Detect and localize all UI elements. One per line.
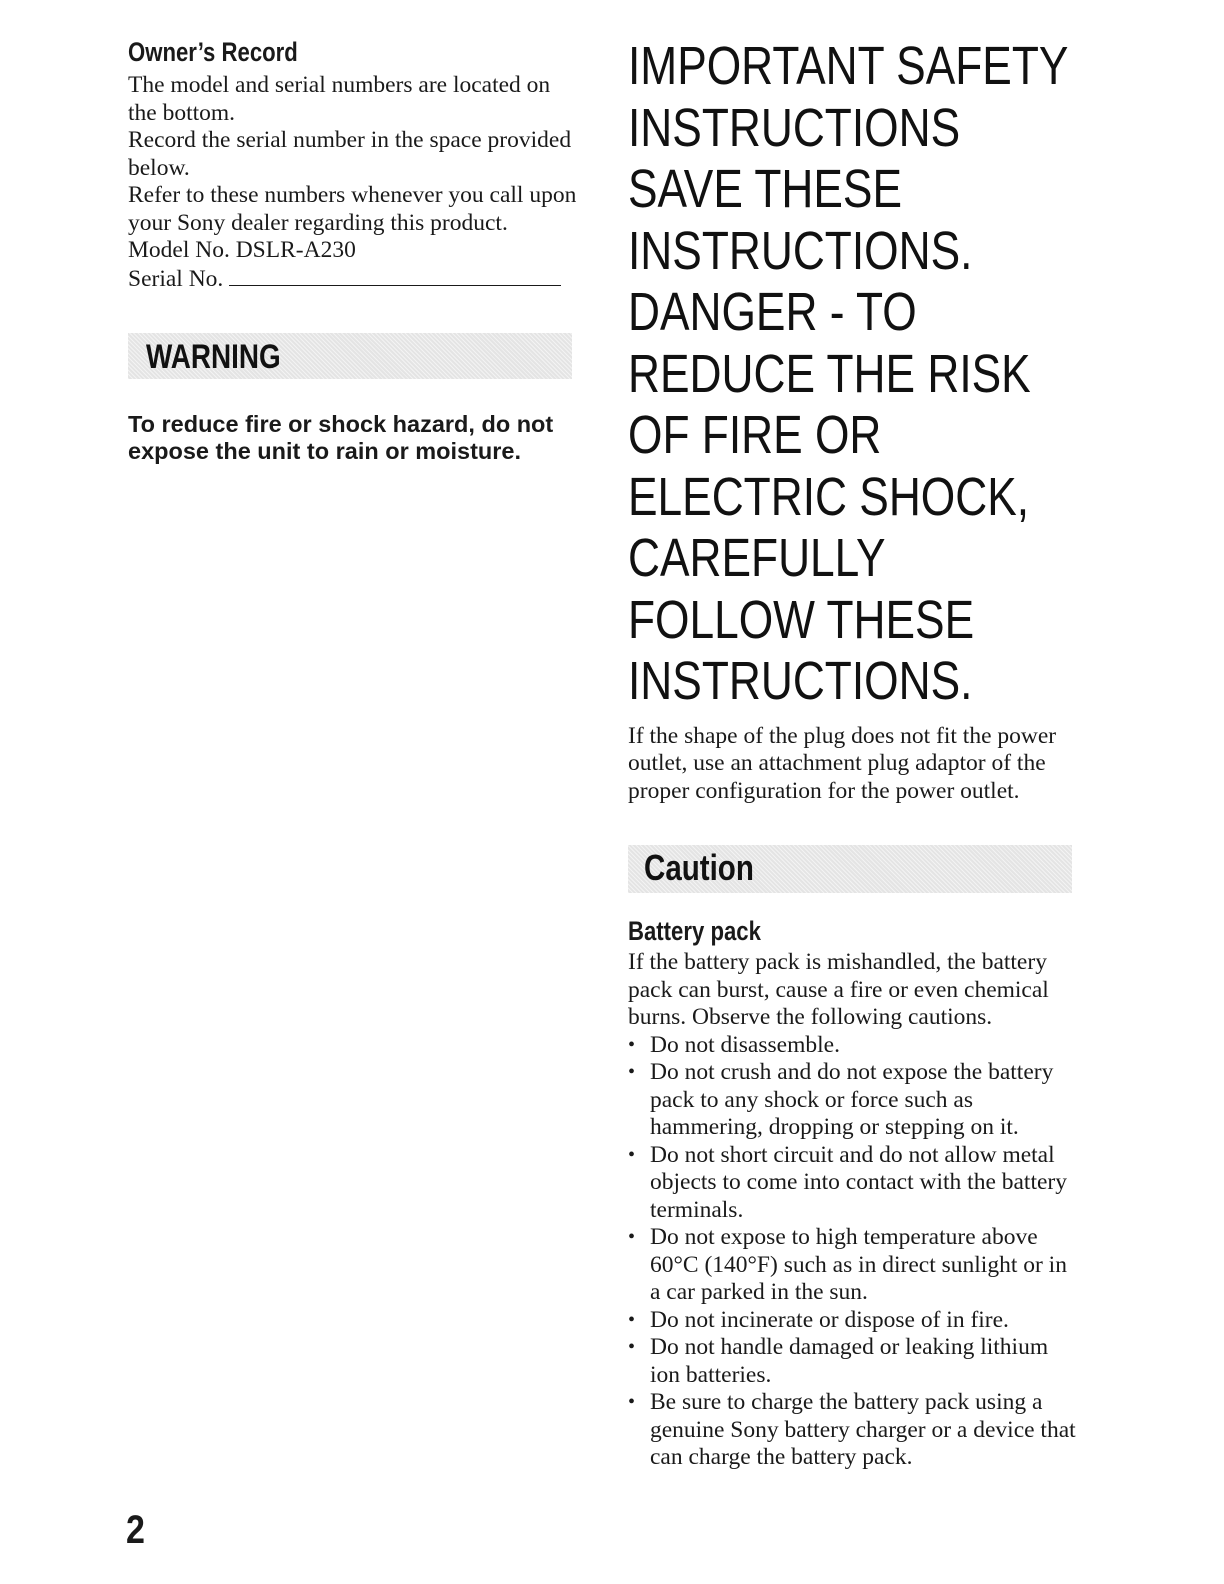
safety-heading-line: SAVE THESE bbox=[628, 159, 902, 219]
safety-heading-line: ELECTRIC SHOCK, bbox=[628, 466, 1030, 527]
list-item: • Do not short circuit and do not allow metal objects to come into contact with the battery terminals. bbox=[628, 1142, 1078, 1225]
warning-banner-label: WARNING bbox=[146, 338, 281, 376]
list-item: • Do not disassemble. bbox=[628, 1032, 1078, 1060]
safety-heading-line: CAREFULLY bbox=[628, 528, 886, 588]
serial-number-blank bbox=[229, 265, 561, 286]
safety-heading-line: REDUCE THE RISK bbox=[628, 343, 1031, 404]
plug-adaptor-text: If the shape of the plug does not fit the power outlet, use an attachment plug adaptor of the proper configuration for the power outlet. bbox=[628, 722, 1057, 804]
serial-number-label: Serial No. bbox=[128, 265, 224, 292]
model-number: Model No. DSLR-A230 bbox=[128, 237, 356, 263]
safety-heading-line: DANGER - TO bbox=[628, 282, 917, 342]
list-item: • Do not expose to high temperature above 60°C (140°F) such as in direct sunlight or in a car parked in the sun. bbox=[628, 1224, 1078, 1307]
safety-heading bbox=[628, 36, 1087, 713]
warning-banner bbox=[128, 333, 572, 379]
battery-cautions-list bbox=[628, 1032, 1078, 1472]
safety-heading-line: INSTRUCTIONS. bbox=[628, 651, 973, 711]
caution-banner bbox=[628, 845, 1072, 893]
owners-record-title: Owner’s Record bbox=[128, 37, 298, 67]
list-item: • Do not handle damaged or leaking lithium ion batteries. bbox=[628, 1334, 1078, 1389]
safety-heading-line: INSTRUCTIONS bbox=[628, 97, 961, 158]
serial-number-row bbox=[128, 265, 578, 294]
safety-heading-line: INSTRUCTIONS. bbox=[628, 220, 973, 281]
battery-pack-intro: If the battery pack is mishandled, the battery pack can burst, cause a fire or even chemical burns. Observe the following cautions. bbox=[628, 949, 1049, 1030]
page-number: 2 bbox=[126, 1508, 145, 1552]
safety-heading-line: FOLLOW THESE bbox=[628, 589, 975, 650]
owners-record-line: Record the serial number in the space provided below. bbox=[128, 127, 572, 181]
safety-heading-line: OF FIRE OR bbox=[628, 405, 882, 465]
owners-record-line: Refer to these numbers whenever you call upon your Sony dealer regarding this product. bbox=[128, 182, 577, 236]
list-item: • Do not incinerate or dispose of in fire. bbox=[628, 1307, 1078, 1335]
right-column bbox=[628, 36, 1078, 1472]
caution-banner-label: Caution bbox=[644, 847, 754, 888]
list-item: • Do not crush and do not expose the battery pack to any shock or force such as hammering, dropping or stepping on it. bbox=[628, 1059, 1078, 1142]
left-column bbox=[128, 36, 578, 465]
list-item: • Be sure to charge the battery pack using a genuine Sony battery charger or a device that can charge the battery pack. bbox=[628, 1389, 1078, 1472]
warning-text: To reduce fire or shock hazard, do not expose the unit to rain or moisture. bbox=[128, 411, 554, 464]
owners-record-line: The model and serial numbers are located on the bottom. bbox=[128, 72, 551, 126]
safety-heading-line: IMPORTANT SAFETY bbox=[628, 36, 1069, 96]
battery-pack-title: Battery pack bbox=[628, 916, 761, 946]
